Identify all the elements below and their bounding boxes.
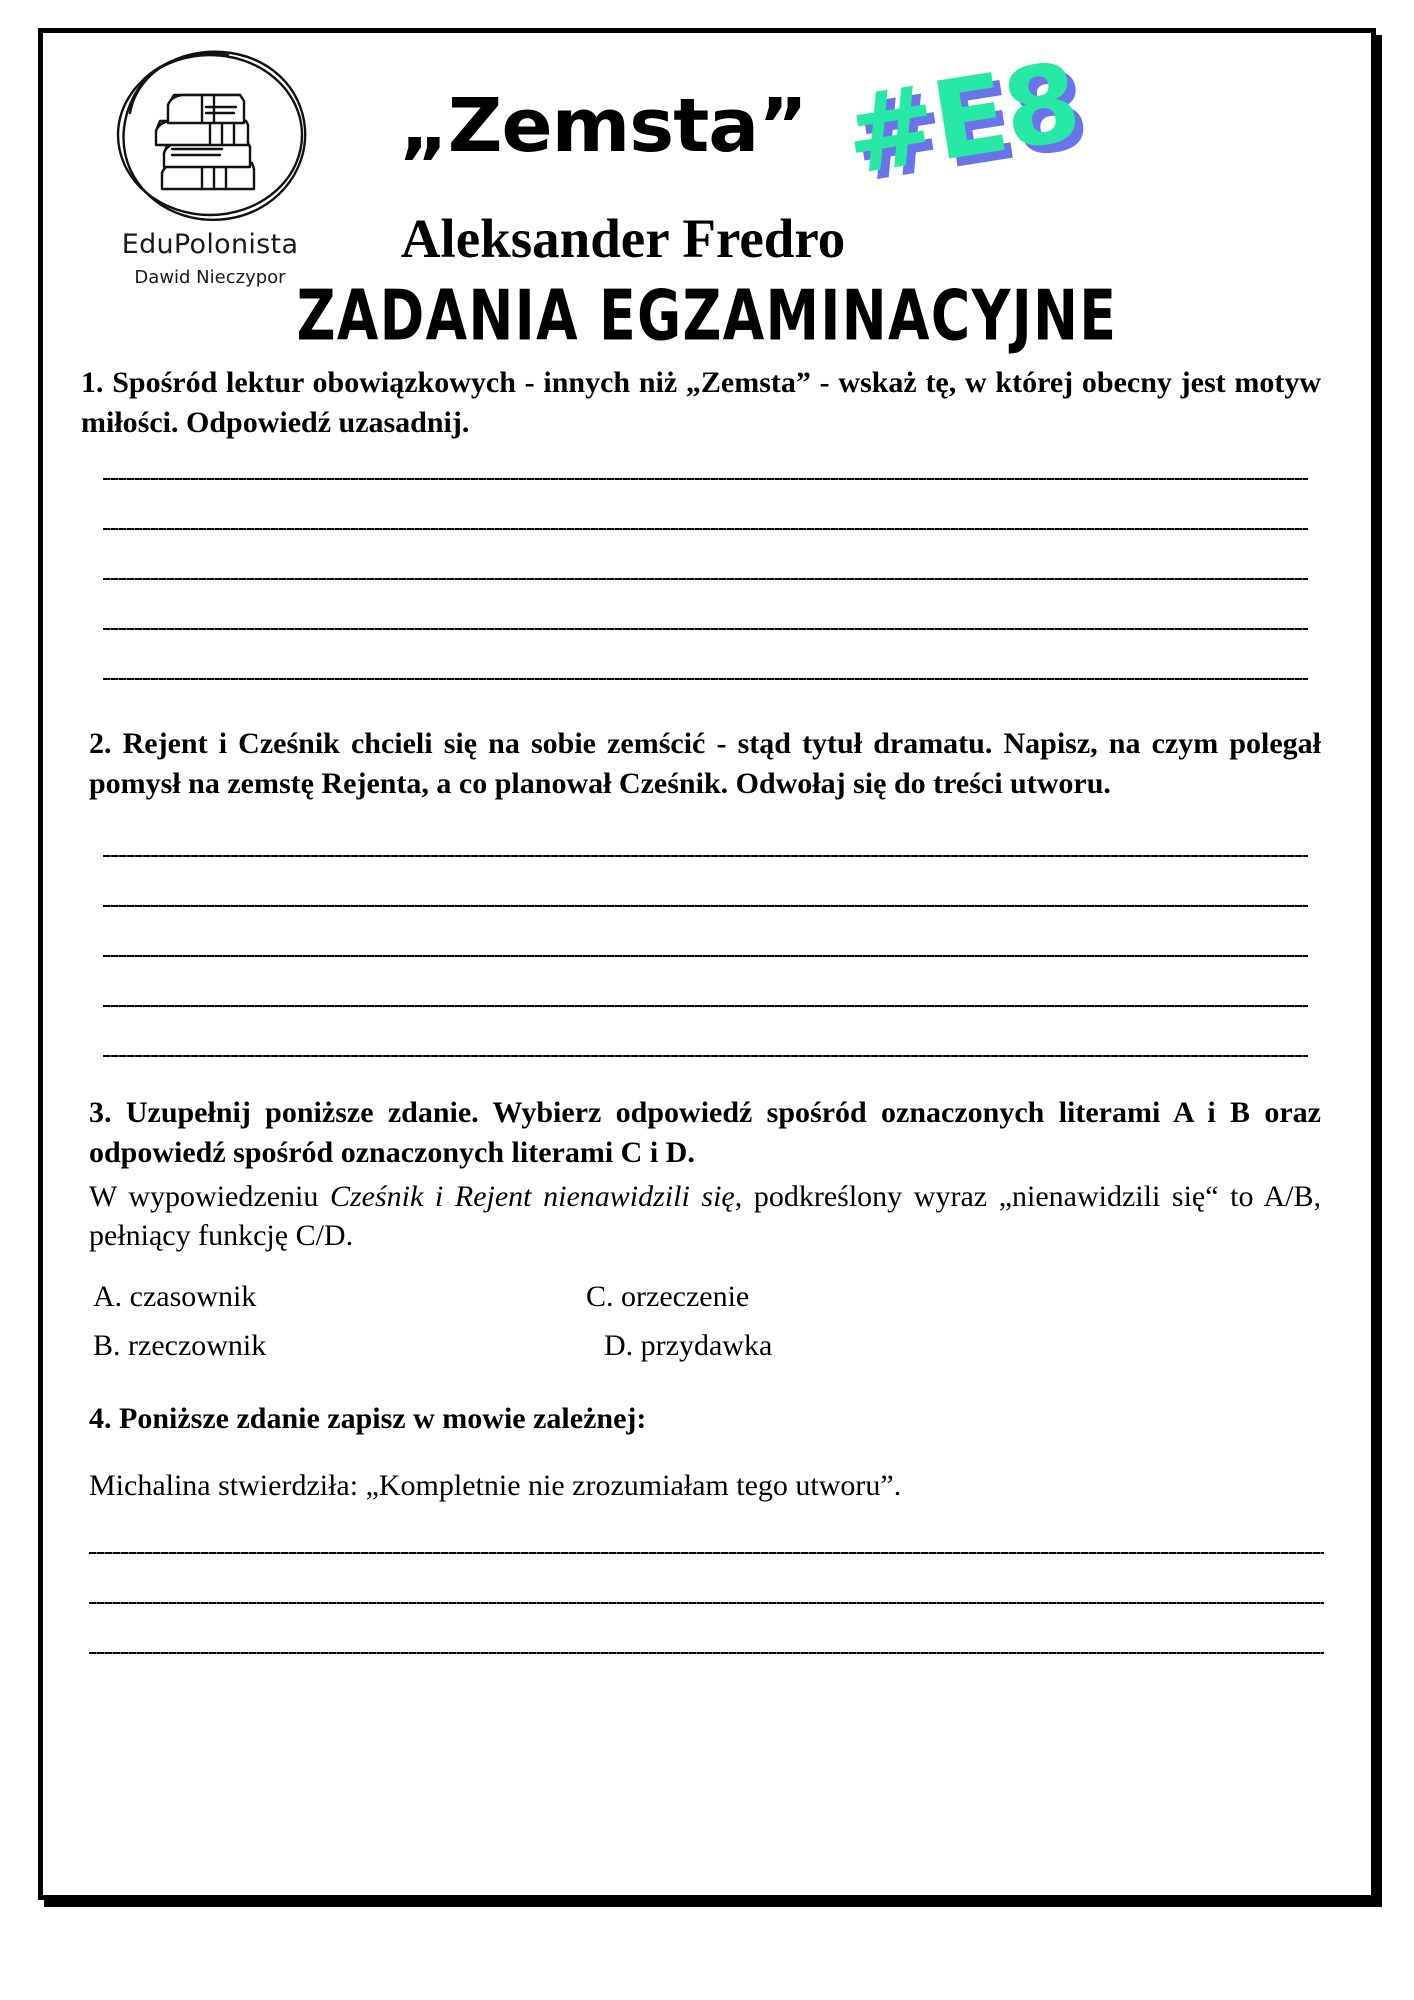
- worksheet-number-badge: [836, 39, 1087, 200]
- answer-line[interactable]: [89, 1552, 1324, 1554]
- stack-of-books-icon: [102, 43, 318, 233]
- section-heading: ZADANIA EGZAMINACYJNE: [296, 274, 1118, 357]
- worksheet-page: [38, 28, 1376, 1900]
- question-2-answer-lines[interactable]: [81, 855, 1333, 1057]
- answer-line[interactable]: [103, 628, 1308, 630]
- question-4: [81, 1399, 1333, 1654]
- question-3-sentence-post: , podkreślony wyraz „nienawidzili się“ to A/B, pełniący funkcję C/D.: [89, 1179, 1321, 1253]
- question-4-text: 4. Poniższe zdanie zapisz w mowie zależnej:: [89, 1401, 647, 1435]
- question-1-answer-lines[interactable]: [81, 478, 1333, 680]
- answer-line[interactable]: [103, 905, 1308, 907]
- worksheet-header: [43, 33, 1371, 357]
- brand-name: EduPolonista: [121, 229, 299, 260]
- question-3-options: [81, 1278, 1333, 1377]
- answer-line[interactable]: [89, 1602, 1324, 1604]
- option-a[interactable]: A. czasownik: [93, 1279, 257, 1313]
- page-title: „Zemsta”: [399, 83, 807, 169]
- answer-line[interactable]: [103, 855, 1308, 857]
- question-3-sentence-quote: Cześnik i Rejent nienawidzili się: [329, 1179, 735, 1213]
- badge-label: #E8: [836, 39, 1087, 200]
- question-4-answer-lines[interactable]: [81, 1552, 1333, 1654]
- question-2: [81, 724, 1333, 1057]
- question-3-sentence: [81, 1177, 1321, 1256]
- option-c[interactable]: C. orzeczenie: [586, 1279, 750, 1313]
- answer-line[interactable]: [89, 1652, 1324, 1654]
- brand-logo: [85, 43, 335, 288]
- question-2-text: 2. Rejent i Cześnik chcieli się na sobie zemścić - stąd tytuł dramatu. Napisz, na czym polegał pomysł na zemstę Rejenta, a co planował Cześnik. Odwołaj się do treści utworu.: [89, 727, 1321, 800]
- answer-line[interactable]: [103, 678, 1308, 680]
- option-b[interactable]: B. rzeczownik: [93, 1329, 267, 1363]
- answer-line[interactable]: [103, 528, 1308, 530]
- question-3-instruction: 3. Uzupełnij poniższe zdanie. Wybierz odpowiedź spośród oznaczonych literami A i B oraz odpowiedź spośród oznaczonych literami C i D.: [89, 1096, 1321, 1169]
- answer-line[interactable]: [103, 478, 1308, 480]
- question-3-sentence-pre: W wypowiedzeniu: [89, 1179, 330, 1213]
- answer-line[interactable]: [103, 955, 1308, 957]
- answer-line[interactable]: [103, 1005, 1308, 1007]
- book-author: Aleksander Fredro: [400, 208, 846, 269]
- question-1-text: 1. Spośród lektur obowiązkowych - innych niż „Zemsta” - wskaż tę, w której obecny jest motyw miłości. Odpowiedź uzasadnij.: [81, 366, 1321, 439]
- option-d[interactable]: D. przydawka: [604, 1329, 773, 1363]
- question-4-sentence: Michalina stwierdziła: „Kompletnie nie zrozumiałam tego utworu”.: [89, 1469, 902, 1503]
- answer-line[interactable]: [103, 578, 1308, 580]
- brand-author: Dawid Nieczypor: [134, 267, 286, 288]
- question-1: [81, 363, 1333, 680]
- question-3: [81, 1093, 1333, 1376]
- worksheet-content: [81, 363, 1333, 1654]
- answer-line[interactable]: [103, 1055, 1308, 1057]
